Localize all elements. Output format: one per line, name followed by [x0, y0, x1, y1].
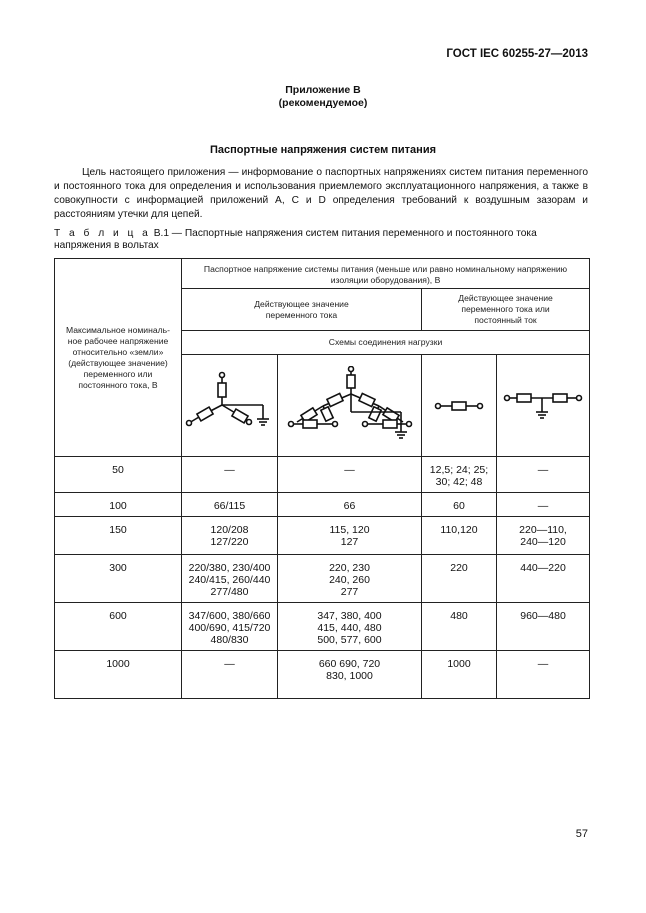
table-row [55, 555, 590, 603]
scheme-split-cell [497, 355, 590, 457]
cell-three-phase-3w: 115, 120 127 [278, 517, 422, 555]
cell-voltage: 300 [55, 555, 182, 603]
cell-three-phase-4w: — [182, 457, 278, 493]
cell-three-phase-4w: 220/380, 230/400 240/415, 260/440 277/480 [182, 555, 278, 603]
voltage-table [54, 258, 590, 699]
cell-split-phase: — [497, 651, 590, 699]
cell-three-phase-3w: — [278, 457, 422, 493]
cell-three-phase-3w: 66 [278, 493, 422, 517]
table-row [55, 651, 590, 699]
intro-paragraph [54, 166, 588, 222]
cell-voltage: 50 [55, 457, 182, 493]
table-caption [54, 228, 588, 252]
cell-three-phase-4w: 66/115 [182, 493, 278, 517]
col1-header: Максимальное номиналь-ное рабочее напряжение относительно «земли» (действующее значение) переменного или постоянного тока, В [55, 259, 182, 457]
cell-single-phase: 60 [422, 493, 497, 517]
cell-split-phase: 960—480 [497, 603, 590, 651]
scheme-single-cell [422, 355, 497, 457]
cell-three-phase-4w: — [182, 651, 278, 699]
cell-split-phase: — [497, 493, 590, 517]
table-row [55, 493, 590, 517]
cell-voltage: 600 [55, 603, 182, 651]
split-phase-scheme-icon [503, 388, 583, 424]
standard-header: ГОСТ IEC 60255-27—2013 [446, 48, 588, 60]
cell-three-phase-4w: 347/600, 380/660 400/690, 415/720 480/830 [182, 603, 278, 651]
cell-single-phase: 480 [422, 603, 497, 651]
table-row [55, 457, 590, 493]
star-delta-scheme-icon [285, 366, 415, 446]
scheme-star-delta-cell [278, 355, 422, 457]
cell-voltage: 100 [55, 493, 182, 517]
cell-voltage: 150 [55, 517, 182, 555]
acdc-header: Действующее значение переменного тока или постоянный ток [422, 289, 590, 331]
page-number: 57 [575, 828, 588, 840]
cell-three-phase-3w: 660 690, 720 830, 1000 [278, 651, 422, 699]
cell-voltage: 1000 [55, 651, 182, 699]
single-load-scheme-icon [434, 396, 484, 416]
intro-paragraph-text: Цель настоящего приложения — информование о паспортных напряжениях систем питания переменного и постоянного тока для определения и использования приемлемого эксплуатационного напряжения, а также в совокупности с информацией приложений А, С и D определения требований к воздушным зазорам и расстояниям утечки для цепей. [54, 167, 588, 220]
schemes-header: Схемы соединения нагрузки [182, 331, 590, 355]
cell-split-phase: 440—220 [497, 555, 590, 603]
section-title: Паспортные напряжения систем питания [209, 144, 436, 156]
ac-header: Действующее значение переменного тока [182, 289, 422, 331]
table-row [55, 603, 590, 651]
cell-single-phase: 1000 [422, 651, 497, 699]
cell-single-phase: 110,120 [422, 517, 497, 555]
group-header: Паспортное напряжение системы питания (меньше или равно номинальному напряжению изоляции оборудования), В [182, 259, 590, 289]
cell-three-phase-3w: 220, 230 240, 260 277 [278, 555, 422, 603]
table-row [55, 517, 590, 555]
cell-single-phase: 220 [422, 555, 497, 603]
cell-three-phase-3w: 347, 380, 400 415, 440, 480 500, 577, 600 [278, 603, 422, 651]
appendix-title: Приложение В [285, 84, 361, 96]
scheme-star-3wire-cell [182, 355, 278, 457]
appendix-subtitle: (рекомендуемое) [278, 97, 368, 109]
cell-split-phase: 220—110, 240—120 [497, 517, 590, 555]
cell-split-phase: — [497, 457, 590, 493]
cell-single-phase: 12,5; 24; 25; 30; 42; 48 [422, 457, 497, 493]
cell-three-phase-4w: 120/208 127/220 [182, 517, 278, 555]
caption-text: В.1 — Паспортные напряжения систем питания переменного и постоянного тока напряжения в вольтах [54, 228, 537, 251]
star-grounded-scheme-icon [185, 371, 275, 441]
caption-label: Т а б л и ц а [54, 228, 151, 239]
